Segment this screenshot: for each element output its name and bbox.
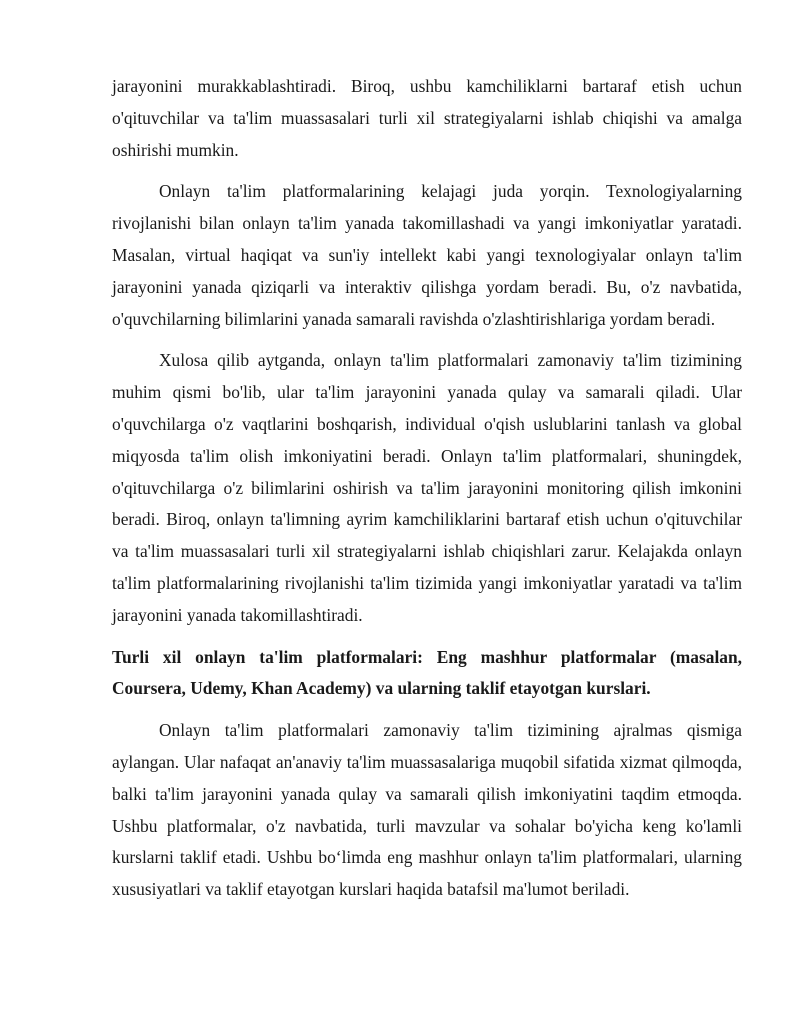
paragraph-section-intro: Onlayn ta'lim platformalari zamonaviy ta'lim tizimining ajralmas qismiga aylangan. Ular nafaqat an'anaviy ta'lim muassasalariga muqobil sifatida xizmat qilmoqda, balki ta'lim jarayonini yanada qulay va samarali qilish imkoniyatini taqdim etmoqda. Ushbu platformalar, o'z navbatida, turli mavzular va sohalar bo'yicha keng ko'lamli kurslarni taklif etadi. Ushbu bo‘limda eng mashhur onlayn ta'lim platformalari, ularning xususiyatlari va taklif etayotgan kurslari haqida batafsil ma'lumot beriladi. <box>112 720 742 900</box>
paragraph-conclusion: Xulosa qilib aytganda, onlayn ta'lim platformalari zamonaviy ta'lim tizimining muhim qismi bo'lib, ular ta'lim jarayonini yanada qulay va samarali qiladi. Ular o'quvchilarga o'z vaqtlarini boshqarish, individual o'qish uslublarini tanlash va global miqyosda ta'lim olish imkoniyatini beradi. Onlayn ta'lim platformalari, shuningdek, o'qituvchilarga o'z bilimlarini oshirish va ta'lim jarayonini monitoring qilish imkonini beradi. Biroq, onlayn ta'limning ayrim kamchiliklarini bartaraf etish uchun o'qituvchilar va ta'lim muassasalari turli xil strategiyalarni ishlab chiqishlari zarur. Kelajakda onlayn ta'lim platformalarining rivojlanishi ta'lim tizimida yangi imkoniyatlar yaratadi va ta'lim jarayonini yanada takomillashtiradi. <box>112 350 742 625</box>
document-page <box>112 71 742 916</box>
paragraph-future-of-platforms: Onlayn ta'lim platformalarining kelajagi juda yorqin. Texnologiyalarning rivojlanishi bilan onlayn ta'lim yanada takomillashadi va yangi imkoniyatlar yaratadi. Masalan, virtual haqiqat va sun'iy intellekt kabi yangi texnologiyalar onlayn ta'lim jarayonini yanada qiziqarli va interaktiv qilishga yordam beradi. Bu, o'z navbatida, o'quvchilarning bilimlarini yanada samarali ravishda o'zlashtirishlariga yordam beradi. <box>112 181 742 329</box>
section-heading: Turli xil onlayn ta'lim platformalari: Eng mashhur platformalar (masalan, Coursera, Udemy, Khan Academy) va ularning taklif etayotgan kurslari. <box>112 646 742 699</box>
paragraph-continuation: jarayonini murakkablashtiradi. Biroq, ushbu kamchiliklarni bartaraf etish uchun o'qituvchilar va ta'lim muassasalari turli xil strategiyalarni ishlab chiqishi va amalga oshirishi mumkin. <box>112 76 742 160</box>
